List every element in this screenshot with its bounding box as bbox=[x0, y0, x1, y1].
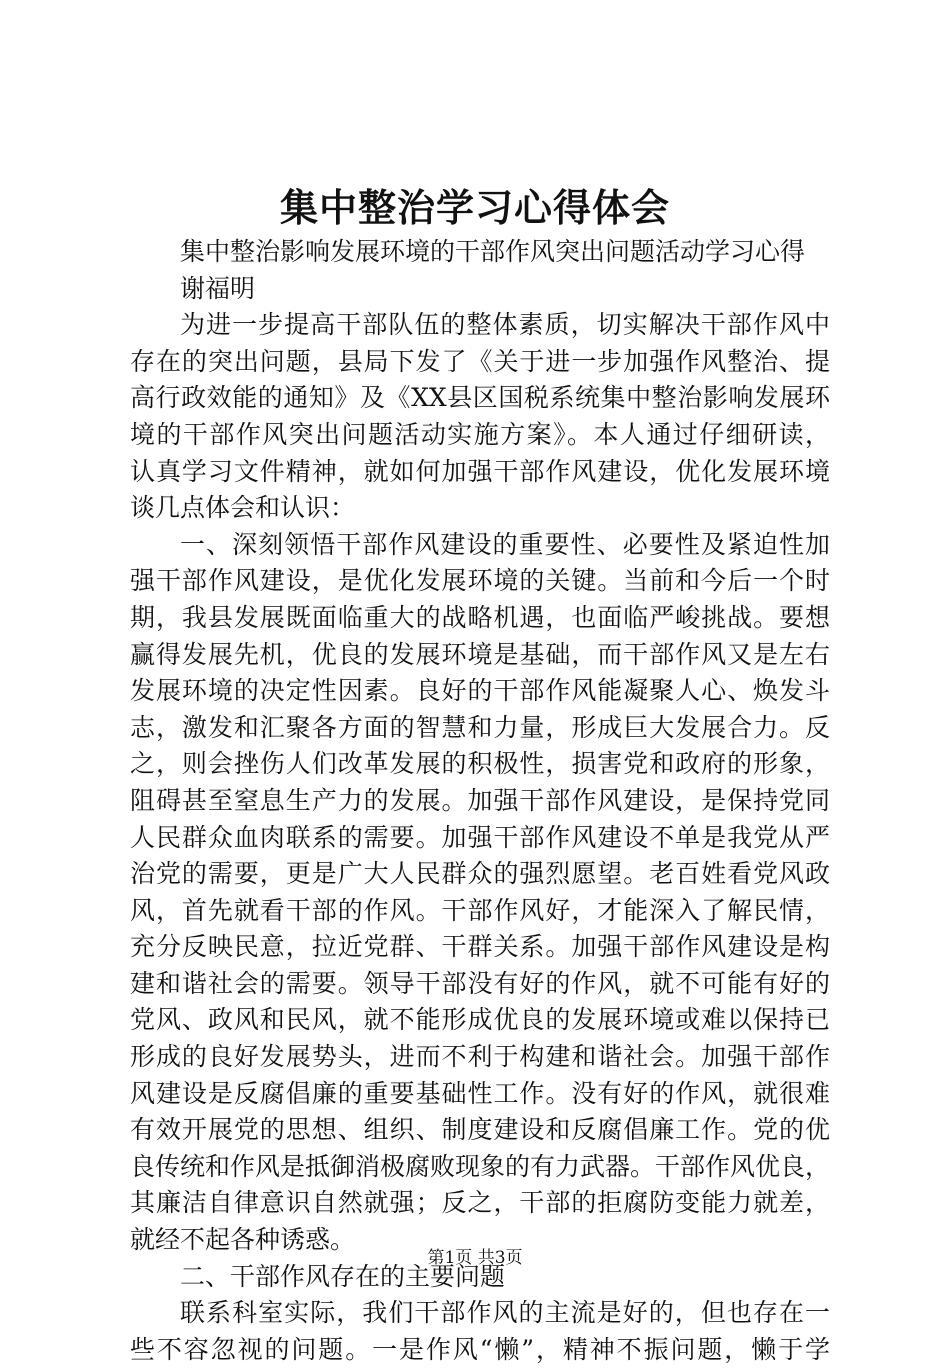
page-footer: 第1页 共3页 bbox=[427, 1248, 523, 1268]
body-line: 为进一步提高干部队伍的整体素质，切实解决干部作风中 bbox=[180, 310, 830, 340]
document-body bbox=[130, 234, 830, 1368]
body-line: 风，首先就看干部的作风。干部作风好，才能深入了解民情， bbox=[130, 895, 830, 925]
body-line: 有效开展党的思想、组织、制度建设和反腐倡廉工作。党的优 bbox=[130, 1115, 830, 1145]
body-line: 认真学习文件精神，就如何加强干部作风建设，优化发展环境 bbox=[130, 456, 830, 486]
body-line: 二、干部作风存在的主要问题 bbox=[180, 1261, 506, 1291]
body-line: 治党的需要，更是广大人民群众的强烈愿望。老百姓看党风政 bbox=[130, 859, 830, 889]
body-line: 存在的突出问题，县局下发了《关于进一步加强作风整治、提 bbox=[130, 346, 830, 376]
body-line: 赢得发展先机，优良的发展环境是基础，而干部作风又是左右 bbox=[130, 639, 830, 669]
body-line: 充分反映民意，拉近党群、干群关系。加强干部作风建设是构 bbox=[130, 932, 830, 962]
body-line: 发展环境的决定性因素。良好的干部作风能凝聚人心、焕发斗 bbox=[130, 676, 830, 706]
body-line: 期，我县发展既面临重大的战略机遇，也面临严峻挑战。要想 bbox=[130, 602, 830, 632]
body-line: 一、深刻领悟干部作风建设的重要性、必要性及紧迫性加 bbox=[180, 529, 830, 559]
body-line: 人民群众血肉联系的需要。加强干部作风建设不单是我党从严 bbox=[130, 822, 830, 852]
body-line: 谈几点体会和认识： bbox=[130, 493, 356, 523]
body-line: 志，激发和汇聚各方面的智慧和力量，形成巨大发展合力。反 bbox=[130, 712, 830, 742]
body-line: 高行政效能的通知》及《XX县区国税系统集中整治影响发展环 bbox=[130, 383, 830, 413]
body-line: 良传统和作风是抵御消极腐败现象的有力武器。干部作风优良， bbox=[130, 1151, 830, 1181]
document-title: 集中整治学习心得体会 bbox=[279, 185, 670, 230]
body-line: 强干部作风建设，是优化发展环境的关键。当前和今后一个时 bbox=[130, 566, 830, 596]
body-line: 集中整治影响发展环境的干部作风突出问题活动学习心得 bbox=[180, 237, 806, 266]
body-line: 些不容忽视的问题。一是作风“懒”，精神不振问题，懒于学 bbox=[130, 1334, 830, 1364]
body-line: 党风、政风和民风，就不能形成优良的发展环境或难以保持已 bbox=[130, 1005, 830, 1035]
body-line: 建和谐社会的需要。领导干部没有好的作风，就不可能有好的 bbox=[130, 968, 830, 998]
body-line: 联系科室实际，我们干部作风的主流是好的，但也存在一 bbox=[180, 1298, 830, 1328]
body-line: 形成的良好发展势头，进而不利于构建和谐社会。加强干部作 bbox=[130, 1042, 830, 1072]
body-line: 阻碍甚至窒息生产力的发展。加强干部作风建设，是保持党同 bbox=[130, 785, 830, 815]
body-line: 就经不起各种诱惑。 bbox=[130, 1225, 356, 1255]
body-line: 之，则会挫伤人们改革发展的积极性，损害党和政府的形象， bbox=[130, 749, 830, 779]
body-line: 风建设是反腐倡廉的重要基础性工作。没有好的作风，就很难 bbox=[130, 1078, 830, 1108]
body-line: 谢福明 bbox=[180, 273, 256, 303]
body-line: 其廉洁自律意识自然就强；反之，干部的拒腐防变能力就差， bbox=[130, 1188, 830, 1218]
body-line: 境的干部作风突出问题活动实施方案》。本人通过仔细研读， bbox=[130, 419, 830, 449]
